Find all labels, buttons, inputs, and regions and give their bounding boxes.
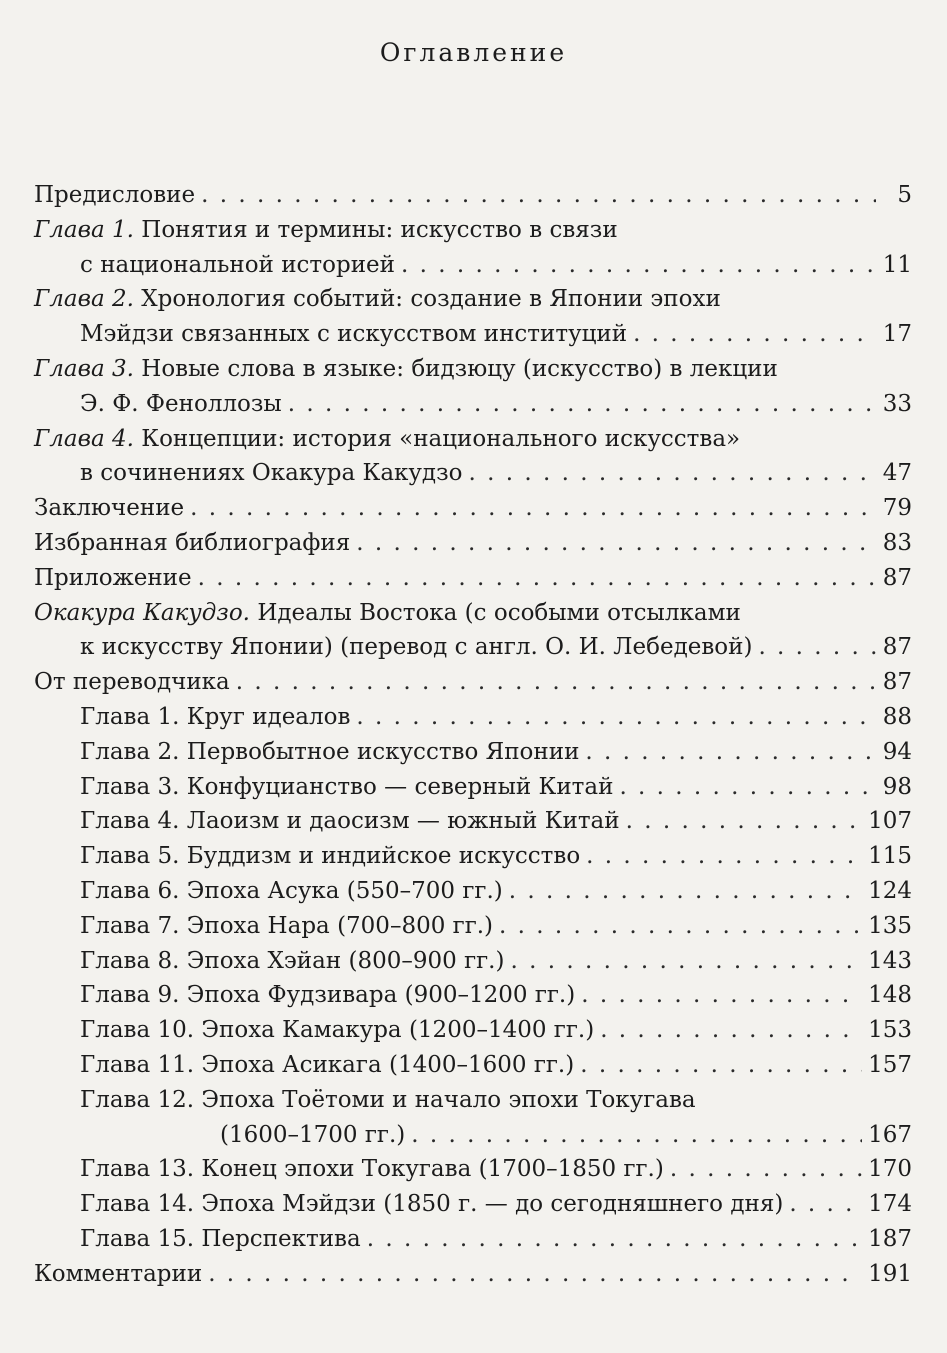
toc-entry-title: Глава 7. Эпоха Нара (700–800 гг.) [80,912,494,939]
toc-entry [34,213,912,248]
dot-leader [499,909,862,944]
toc-entry-title: Глава 5. Буддизм и индийское искусство [80,843,581,870]
dot-leader [789,1187,862,1222]
dot-leader [619,770,876,805]
dot-leader [208,1257,862,1292]
toc-entry [34,630,912,665]
page-number: 5 [897,182,912,208]
toc-entry-title: Понятия и термины: искусство в связи [141,216,618,243]
page-number: 143 [868,947,912,974]
toc-entry [34,178,912,213]
page-number: 94 [882,738,912,765]
page-number: 153 [868,1017,912,1044]
page-number: 47 [882,460,912,487]
toc-entry-title: Хронология событий: создание в Японии эпохи [141,286,721,313]
toc-entry-title: Глава 2. Первобытное искусство Японии [80,738,580,765]
toc-entry-title: Заключение [34,495,185,522]
page-number: 115 [868,843,912,870]
toc-entry-title: Идеалы Востока (с особыми отсылками [257,599,741,626]
page-number: 107 [868,808,912,835]
toc-entry-title: Приложение [34,564,192,591]
toc-entry-prefix: Глава 1. [34,216,134,243]
dot-leader [401,248,876,283]
toc-entry-title: с национальной историей [80,251,395,278]
toc-entry [34,1222,912,1257]
toc-entry [34,1257,912,1292]
page-number: 167 [868,1121,912,1148]
page-number: 11 [882,251,912,278]
page-number: 157 [868,1051,912,1078]
dot-leader [288,387,876,422]
toc-entry [34,700,912,735]
toc-entry [34,735,912,770]
table-of-contents [34,178,912,1292]
toc-entry-title: Предисловие [34,182,196,208]
dot-leader [585,735,876,770]
page-number: 88 [882,703,912,730]
page-number: 33 [882,390,912,417]
toc-entry [34,352,912,387]
page-number: 135 [868,912,912,939]
toc-entry [34,422,912,457]
toc-entry-title: к искусству Японии) (перевод с англ. О. И. Лебедевой) [80,634,753,661]
page-number: 83 [882,529,912,556]
toc-entry [34,665,912,700]
dot-leader [581,978,862,1013]
toc-entry-prefix: Глава 2. [34,286,134,313]
dot-leader [509,874,862,909]
dot-leader [236,665,876,700]
toc-entry [34,909,912,944]
toc-entry [34,491,912,526]
toc-entry-title: Мэйдзи связанных с искусством институций [80,321,628,348]
toc-entry-title: Избранная библиография [34,529,351,556]
toc-entry-title: Комментарии [34,1260,203,1287]
toc-entry [34,1187,912,1222]
toc-entry-title: Э. Ф. Феноллозы [80,390,282,417]
toc-entry-title: Глава 6. Эпоха Асука (550–700 гг.) [80,877,503,904]
dot-leader [510,944,862,979]
toc-entry [34,874,912,909]
page-number: 187 [868,1225,912,1252]
toc-entry [34,1083,912,1118]
dot-leader [356,526,876,561]
toc-entry-title: Глава 8. Эпоха Хэйан (800–900 гг.) [80,947,505,974]
page-number: 79 [882,495,912,522]
toc-entry-title: Новые слова в языке: бидзюцу (искусство) в лекции [141,355,778,382]
toc-entry [34,804,912,839]
toc-entry-title: Глава 14. Эпоха Мэйдзи (1850 г. — до сегодняшнего дня) [80,1191,784,1218]
page-number: 98 [882,773,912,800]
dot-leader [356,700,876,735]
toc-entry [34,839,912,874]
dot-leader [758,630,876,665]
page-number: 124 [868,877,912,904]
toc-entry [34,456,912,491]
toc-entry [34,978,912,1013]
page-number: 174 [868,1191,912,1218]
toc-entry-title: Концепции: история «национального искусства» [141,425,741,452]
page-number: 87 [882,634,912,661]
toc-entry-title: Глава 11. Эпоха Асикага (1400–1600 гг.) [80,1051,575,1078]
toc-entry-title: От переводчика [34,669,230,696]
dot-leader [600,1013,862,1048]
page-title: Оглавление [379,38,568,67]
dot-leader [580,1048,862,1083]
toc-entry-prefix: Окакура Какудзо. [34,599,250,626]
toc-entry-title: Глава 9. Эпоха Фудзивара (900–1200 гг.) [80,982,576,1009]
toc-entry [34,387,912,422]
dot-leader [670,1152,862,1187]
toc-entry-title: Глава 10. Эпоха Камакура (1200–1400 гг.) [80,1017,595,1044]
toc-entry [34,770,912,805]
dot-leader [201,178,876,213]
page-number: 148 [868,982,912,1009]
toc-entry-title: Глава 13. Конец эпохи Токугава (1700–1850 гг.) [80,1156,664,1183]
page-number: 87 [882,669,912,696]
dot-leader [633,317,876,352]
dot-leader [469,456,877,491]
toc-entry [34,561,912,596]
page-number: 17 [882,321,912,348]
toc-entry-prefix: Глава 3. [34,355,134,382]
toc-entry [34,596,912,631]
toc-entry-title: Глава 15. Перспектива [80,1225,361,1252]
dot-leader [626,804,863,839]
dot-leader [367,1222,862,1257]
page-number: 170 [868,1156,912,1183]
dot-leader [198,561,876,596]
toc-entry-title: в сочинениях Окакура Какудзо [80,460,463,487]
toc-entry-title: Глава 1. Круг идеалов [80,703,351,730]
toc-entry [34,526,912,561]
dot-leader [190,491,876,526]
toc-entry [34,317,912,352]
toc-entry [34,944,912,979]
toc-entry [34,1152,912,1187]
toc-entry-title: Глава 3. Конфуцианство — северный Китай [80,773,614,800]
toc-entry-title: Глава 4. Лаоизм и даосизм — южный Китай [80,808,620,835]
toc-entry [34,1013,912,1048]
toc-entry [34,282,912,317]
toc-entry-title: (1600–1700 гг.) [220,1121,406,1148]
dot-leader [586,839,862,874]
toc-entry-title: Глава 12. Эпоха Тоётоми и начало эпохи Токугава [80,1086,696,1113]
page-number: 191 [868,1260,912,1287]
page-number: 87 [882,564,912,591]
toc-entry [34,1048,912,1083]
toc-entry-prefix: Глава 4. [34,425,134,452]
toc-entry [34,248,912,283]
toc-entry [34,1118,912,1153]
dot-leader [411,1118,862,1153]
